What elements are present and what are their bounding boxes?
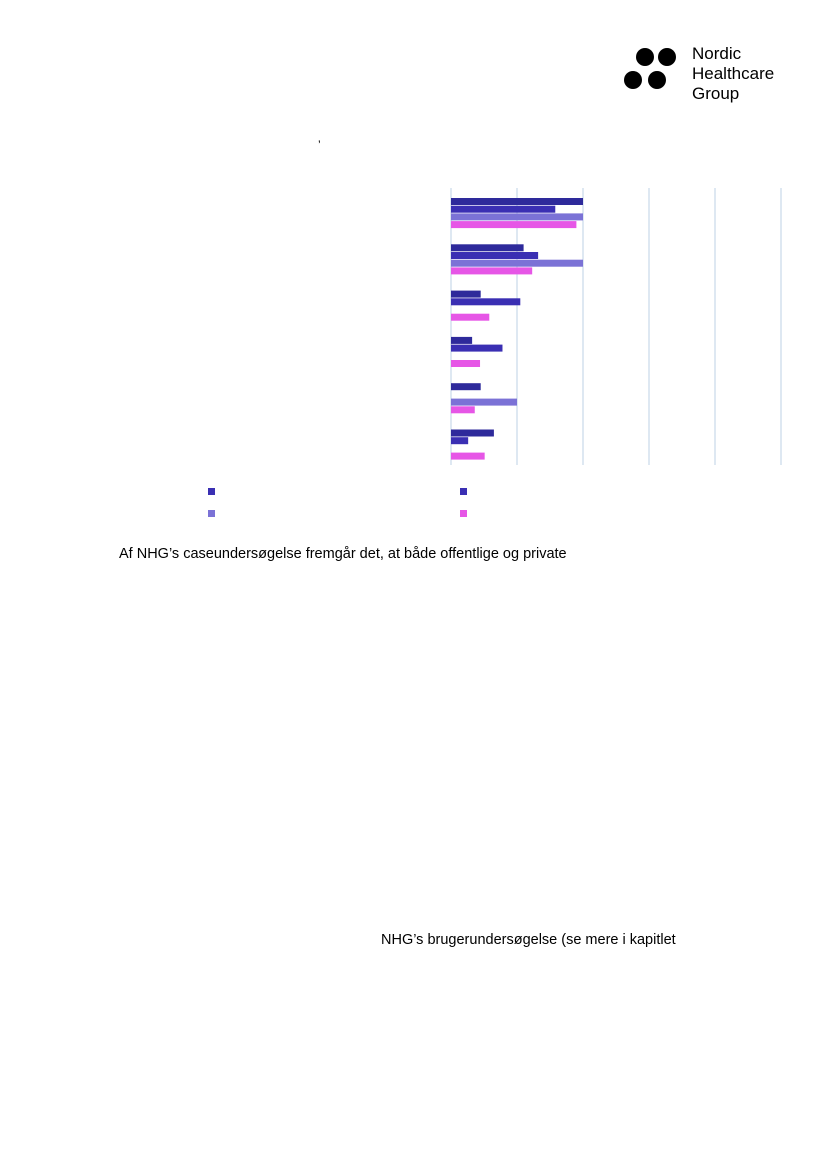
bar-g3-s0 <box>451 337 472 344</box>
bar-g0-s3 <box>451 221 576 228</box>
bar-g4-s0 <box>451 383 481 390</box>
bar-g0-s2 <box>451 213 583 220</box>
bar-g1-s0 <box>451 244 524 251</box>
legend-swatch-2 <box>208 510 215 517</box>
bar-g2-s3 <box>451 314 489 321</box>
logo-line-1: Nordic <box>692 44 742 63</box>
bar-g2-s1 <box>451 298 520 305</box>
bar-g3-s1 <box>451 345 502 352</box>
bar-chart <box>0 0 827 540</box>
bar-g3-s3 <box>451 360 480 367</box>
bar-g2-s0 <box>451 291 481 298</box>
bar-g1-s1 <box>451 252 538 259</box>
bar-g5-s1 <box>451 437 468 444</box>
bar-g5-s3 <box>451 453 485 460</box>
bar-g1-s3 <box>451 267 532 274</box>
bar-g5-s0 <box>451 430 494 437</box>
bar-g4-s2 <box>451 399 517 406</box>
bar-g0-s1 <box>451 206 555 213</box>
text-fragment: ’ <box>318 138 321 152</box>
bar-g0-s0 <box>451 198 583 205</box>
logo-line-2: Healthcare <box>692 64 775 83</box>
bar-g4-s3 <box>451 406 475 413</box>
bar-g1-s2 <box>451 260 583 267</box>
legend-swatch-0 <box>208 488 215 495</box>
paragraph-case-study: Af NHG’s caseundersøgelse fremgår det, at både offentlige og private <box>119 546 567 562</box>
legend-swatch-3 <box>460 510 467 517</box>
paragraph-user-survey: NHG’s brugerundersøgelse (se mere i kapitlet <box>381 932 676 948</box>
logo-line-3: Group <box>692 84 740 103</box>
legend-swatch-1 <box>460 488 467 495</box>
